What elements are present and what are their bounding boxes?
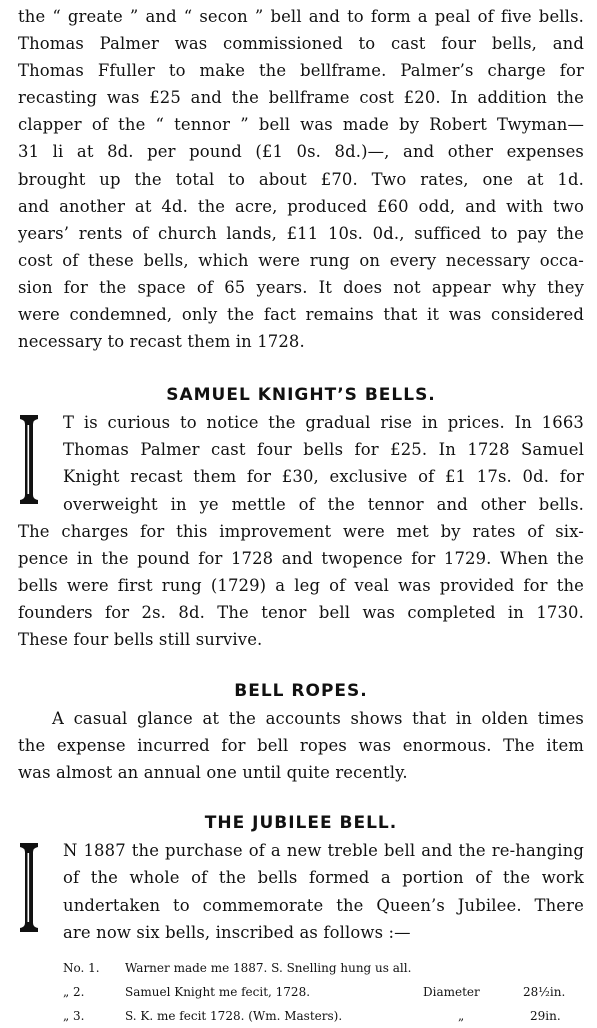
list-item xyxy=(18,1004,584,1028)
text-line: the “ greate ” and “ secon ” bell and to form a peal of five bells. xyxy=(18,7,584,26)
text-line: A casual glance at the accounts shows that in olden times xyxy=(52,709,584,729)
text-line: pence in the pound for 1728 and twopence for 1729. When the xyxy=(18,548,584,568)
bell-number: No. 1. xyxy=(63,960,100,975)
bell-number: „ 3. xyxy=(63,1008,85,1023)
intro-paragraph xyxy=(18,3,584,355)
text-line: The charges for this improvement were met by rates of six- xyxy=(18,521,584,541)
text-line: Knight recast them for £30, exclusive of £1 17s. 0d. for xyxy=(63,467,584,487)
text-line: necessary to recast them in 1728. xyxy=(18,332,305,352)
diameter-value: 28½in. xyxy=(523,984,566,999)
text-line: undertaken to commemorate the Queen’s Jubilee. There xyxy=(63,895,584,915)
diameter-label: Diameter xyxy=(423,984,480,999)
text-line: Thomas Palmer cast four bells for £25. In 1728 Samuel xyxy=(63,440,584,460)
text-line: of the whole of the bells formed a portion of the work xyxy=(63,868,584,888)
jubilee-paragraph xyxy=(18,837,584,945)
text-line: founders for 2s. 8d. The tenor bell was completed in 1730. xyxy=(18,602,584,622)
diameter-value: 29in. xyxy=(530,1008,561,1023)
text-line: Thomas Ffuller to make the bellframe. Palmer’s charge for xyxy=(18,61,584,81)
ropes-paragraph xyxy=(18,705,584,786)
text-line: T is curious to notice the gradual rise in prices. In 1663 xyxy=(63,413,584,433)
section-heading-ropes: BELL ROPES. xyxy=(234,681,368,702)
bell-inscription-list xyxy=(18,956,584,1028)
bell-inscription: Samuel Knight me fecit, 1728. xyxy=(125,984,311,999)
list-item xyxy=(18,980,584,1004)
document-page xyxy=(18,3,584,1028)
text-line: bells were first rung (1729) a leg of veal was provided for the xyxy=(18,575,584,595)
text-line: the expense incurred for bell ropes was enormous. The item xyxy=(18,736,584,756)
knight-paragraph xyxy=(18,409,584,653)
drop-cap-letter xyxy=(18,841,40,934)
text-line: was almost an annual one until quite recently. xyxy=(18,763,408,783)
text-line: 31 li at 8d. per pound (£1 0s. 8d.)—, and other expenses xyxy=(18,142,584,162)
text-line: brought up the total to about £70. Two rates, one at 1d. xyxy=(18,169,584,189)
text-line: recasting was £25 and the bellframe cost £20. In addition the xyxy=(18,88,584,108)
section-heading-knight: SAMUEL KNIGHT’S BELLS. xyxy=(166,385,436,406)
text-line: cost of these bells, which were rung on every necessary occa- xyxy=(18,250,584,270)
drop-cap-letter xyxy=(18,413,40,506)
text-line: These four bells still survive. xyxy=(18,629,263,649)
section-heading-jubilee: THE JUBILEE BELL. xyxy=(204,813,398,834)
bell-inscription: Warner made me 1887. S. Snelling hung us all. xyxy=(125,960,412,975)
text-line: overweight in ye mettle of the tennor and other bells. xyxy=(63,494,584,514)
diameter-label: „ xyxy=(458,1008,465,1023)
text-line: were condemned, only the fact remains that it was considered xyxy=(18,305,584,325)
bell-inscription: S. K. me fecit 1728. (Wm. Masters). xyxy=(125,1008,343,1023)
text-line: sion for the space of 65 years. It does not appear why they xyxy=(18,277,584,297)
bell-number: „ 2. xyxy=(63,984,85,999)
text-line: are now six bells, inscribed as follows :— xyxy=(63,922,411,942)
text-line: and another at 4d. the acre, produced £60 odd, and with two xyxy=(18,196,584,216)
text-line: N 1887 the purchase of a new treble bell and the re-hanging xyxy=(63,841,584,861)
text-line: Thomas Palmer was commissioned to cast four bells, and xyxy=(18,34,584,54)
text-line: clapper of the “ tennor ” bell was made by Robert Twyman— xyxy=(18,115,584,135)
text-line: years’ rents of church lands, £11 10s. 0d., sufficed to pay the xyxy=(18,223,584,243)
list-item xyxy=(18,956,584,980)
